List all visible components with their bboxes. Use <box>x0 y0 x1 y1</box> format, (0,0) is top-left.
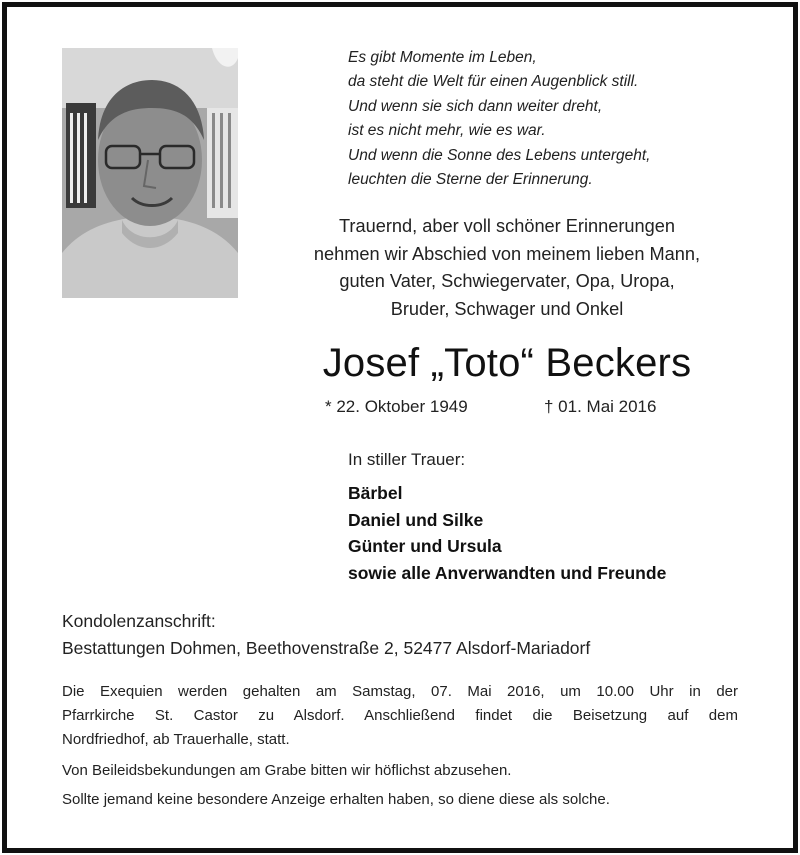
poem-line: ist es nicht mehr, wie es war. <box>348 122 546 140</box>
condolence-request: Von Beileidsbekundungen am Grabe bitten wir höflichst abzusehen. <box>62 762 512 779</box>
poem-line: leuchten die Sterne der Erinnerung. <box>348 171 593 189</box>
intro-line: nehmen wir Abschied von meinem lieben Mann, <box>313 243 701 264</box>
poem-line: Und wenn die Sonne des Lebens untergeht, <box>348 146 651 164</box>
poem-line: da steht die Welt für einen Augenblick still. <box>348 73 639 91</box>
poem-line: Und wenn sie sich dann weiter dreht, <box>348 97 603 115</box>
funeral-notice-line: Die Exequien werden gehalten am Samstag, 07. Mai 2016, um 10.00 Uhr in der <box>62 683 738 700</box>
mourners-list <box>348 480 666 586</box>
poem <box>348 46 768 192</box>
intro-line: Trauernd, aber voll schöner Erinnerungen <box>339 216 675 236</box>
mourners-label: In stiller Trauer: <box>348 450 466 469</box>
birth-date: * 22. Oktober 1949 <box>325 397 468 416</box>
funeral-notice-line: Pfarrkirche St. Castor zu Alsdorf. Anschließend findet die Beisetzung auf dem <box>62 707 738 724</box>
poem-line: Es gibt Momente im Leben, <box>348 49 537 66</box>
funeral-notice-line: Nordfriedhof, ab Trauerhalle, statt. <box>62 731 290 748</box>
portrait-photo-image <box>62 48 238 298</box>
funeral-notice <box>62 680 738 752</box>
mourner-name: Günter und Ursula <box>348 536 502 556</box>
intro-line: guten Vater, Schwiegervater, Opa, Uropa, <box>339 271 675 292</box>
mourner-name: Daniel und Silke <box>348 509 484 530</box>
mourner-name: Bärbel <box>348 483 403 503</box>
deceased-name: Josef „Toto“ Beckers <box>322 341 692 385</box>
notice-statement: Sollte jemand keine besondere Anzeige erhalten haben, so diene diese als solche. <box>62 791 610 808</box>
condolence-label: Kondolenzanschrift: <box>62 611 216 631</box>
condolence-address <box>62 608 590 662</box>
death-date: † 01. Mai 2016 <box>544 397 657 416</box>
intro-line: Bruder, Schwager und Onkel <box>390 298 624 319</box>
portrait-photo <box>62 48 238 298</box>
intro-text <box>262 213 752 323</box>
mourner-name: sowie alle Anverwandten und Freunde <box>348 562 667 583</box>
condolence-address-line: Bestattungen Dohmen, Beethovenstraße 2, 52477 Alsdorf-Mariadorf <box>62 638 591 658</box>
